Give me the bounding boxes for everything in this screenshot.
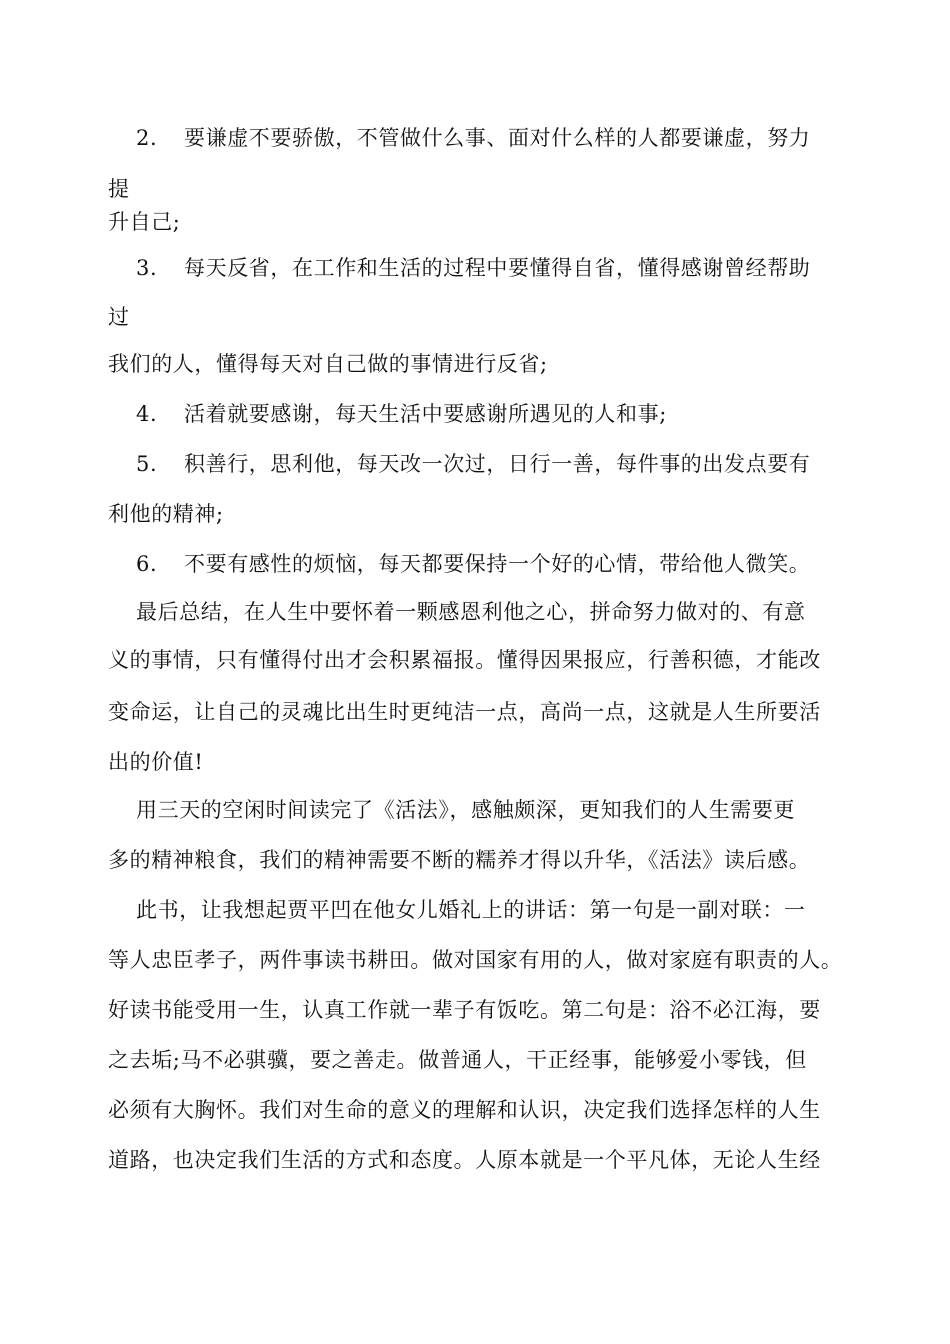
paragraph-line: 此书，让我想起贾平凹在他女儿婚礼上的讲话：第一句是一副对联：一 [136, 898, 806, 922]
paragraph-line: 用三天的空闲时间读完了《活法》，感触颇深，更知我们的人生需要更 [136, 798, 796, 822]
paragraph-line: 道路，也决定我们生活的方式和态度。人原本就是一个平凡体，无论人生经 [108, 1148, 821, 1172]
list-item-5 [136, 450, 810, 478]
paragraph-line: 之去垢;马不必骐骥，要之善走。做普通人，干正经事，能够爱小零钱，但 [108, 1048, 807, 1072]
list-text: 活着就要感谢，每天生活中要感谢所遇见的人和事; [184, 402, 667, 426]
list-number: 6. [136, 552, 158, 576]
paragraph-line: 必须有大胸怀。我们对生命的意义的理解和认识，决定我们选择怎样的人生 [108, 1098, 821, 1122]
list-text: 要谦虚不要骄傲，不管做什么事、面对什么样的人都要谦虚，努力 [184, 126, 811, 150]
list-text: 不要有感性的烦恼，每天都要保持一个好的心情，带给他人微笑。 [184, 552, 811, 576]
paragraph-line: 出的价值! [108, 750, 204, 774]
paragraph-line: 好读书能受用一生，认真工作就一辈子有饭吃。第二句是：浴不必江海，要 [108, 998, 821, 1022]
list-item-3 [136, 254, 810, 282]
list-item-4 [136, 400, 667, 428]
list-number: 2. [136, 126, 158, 150]
paragraph-line: 变命运，让自己的灵魂比出生时更纯洁一点，高尚一点，这就是人生所要活 [108, 700, 821, 724]
list-text: 每天反省，在工作和生活的过程中要懂得自省，懂得感谢曾经帮助 [184, 256, 811, 280]
list-number: 5. [136, 452, 158, 476]
list-item-2 [136, 124, 810, 152]
text-line: 提 [108, 177, 130, 201]
text-line: 我们的人，懂得每天对自己做的事情进行反省; [108, 352, 548, 376]
paragraph-line: 义的事情，只有懂得付出才会积累福报。懂得因果报应，行善积德，才能改 [108, 648, 821, 672]
list-item-6 [136, 550, 810, 578]
text-line: 过 [108, 305, 130, 329]
paragraph-line: 最后总结，在人生中要怀着一颗感恩利他之心，拼命努力做对的、有意 [136, 600, 806, 624]
list-text: 积善行，思利他，每天改一次过，日行一善，每件事的出发点要有 [184, 452, 811, 476]
text-line: 利他的精神; [108, 502, 224, 526]
paragraph-line: 多的精神粮食，我们的精神需要不断的糯养才得以升华，《活法》读后感。 [108, 848, 811, 872]
text-line: 升自己; [108, 210, 181, 234]
list-number: 4. [136, 402, 158, 426]
list-number: 3. [136, 256, 158, 280]
paragraph-line: 等人忠臣孝子，两件事读书耕田。做对国家有用的人，做对家庭有职责的人。 [108, 948, 843, 972]
